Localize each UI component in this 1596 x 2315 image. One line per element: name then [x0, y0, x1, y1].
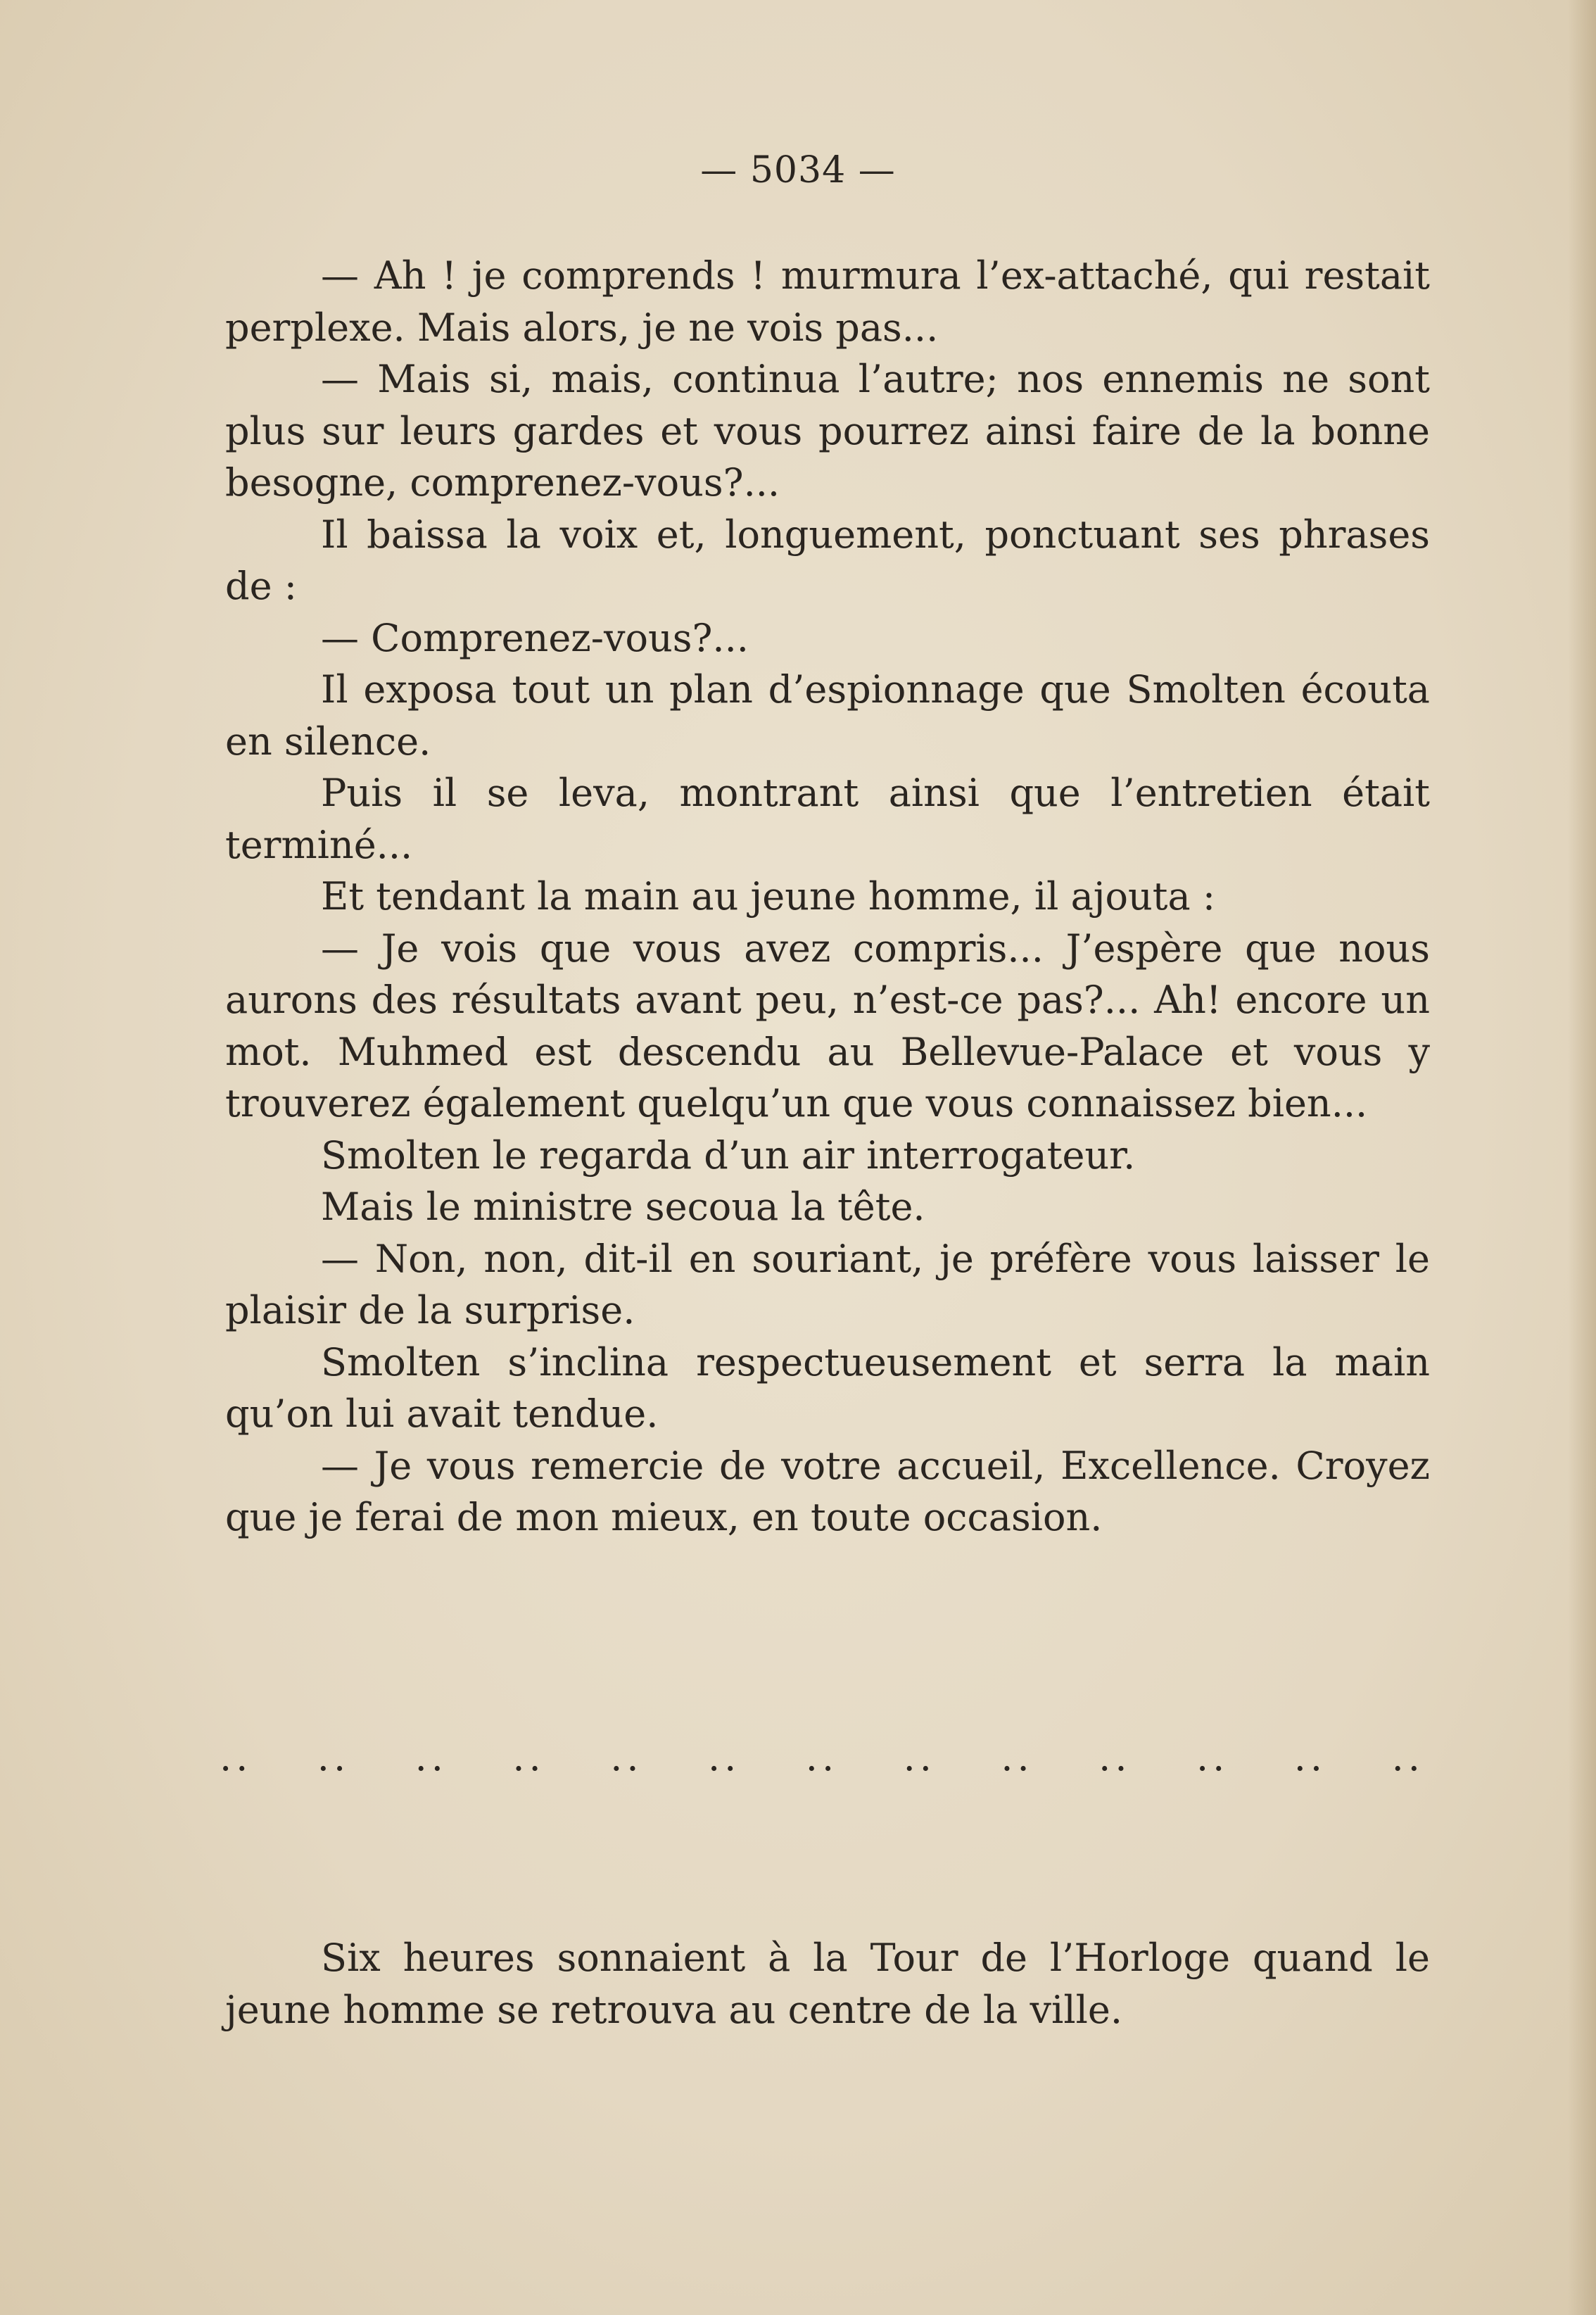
paragraph: — Comprenez-vous?... — [321, 615, 749, 660]
separator-dots: .. — [805, 1735, 839, 1779]
separator-dots: .. — [1196, 1735, 1229, 1779]
paragraph: — Mais si, mais, continua l’autre; nos ennemis ne sont plus sur leurs gardes et vous pourrez ainsi faire de la bonne besogne, comprenez-vous?... — [225, 357, 1430, 505]
paragraph: — Je vois que vous avez compris... J’espère que nous aurons des résultats avant peu, n’est-ce pas?... Ah! encore un mot. Muhmed est descendu au Bellevue-Palace et vous y trouverez également quelqu’un que vous connaissez bien... — [225, 926, 1430, 1125]
separator-dots: .. — [220, 1735, 253, 1779]
separator-dots: .. — [707, 1735, 741, 1779]
paragraph: Smolten le regarda d’un air interrogateur. — [321, 1133, 1136, 1178]
paragraph: Smolten s’inclina respectueusement et serra la main qu’on lui avait tendue. — [225, 1339, 1430, 1436]
separator-dots: .. — [610, 1735, 643, 1779]
separator-dots: .. — [414, 1735, 448, 1779]
paragraph: — Non, non, dit-il en souriant, je préfère vous laisser le plaisir de la surprise. — [225, 1236, 1430, 1332]
separator-dots: .. — [1391, 1735, 1424, 1779]
paragraph: Puis il se leva, montrant ainsi que l’entretien était terminé... — [225, 771, 1430, 867]
paragraph: — Je vous remercie de votre accueil, Excellence. Croyez que je ferai de mon mieux, en toute occasion. — [225, 1443, 1430, 1539]
separator-dots: .. — [903, 1735, 936, 1779]
separator-dots: .. — [1293, 1735, 1327, 1779]
separator-dots: .. — [317, 1735, 350, 1779]
section-separator — [220, 1735, 1424, 1779]
separator-dots: .. — [1098, 1735, 1132, 1779]
paragraph: Et tendant la main au jeune homme, il ajouta : — [321, 874, 1216, 919]
separator-dots: .. — [512, 1735, 545, 1779]
paragraph: Il baissa la voix et, longuement, ponctuant ses phrases de : — [225, 512, 1430, 608]
closing-text — [225, 1932, 1430, 2036]
paragraph: — Ah ! je comprends ! murmura l’ex-attaché, qui restait perplexe. Mais alors, je ne vois pas... — [225, 253, 1430, 350]
paragraph: Il exposa tout un plan d’espionnage que Smolten écouta en silence. — [225, 667, 1430, 764]
main-text — [225, 250, 1430, 1544]
page-number: — 5034 — — [700, 149, 896, 191]
separator-dots: .. — [1001, 1735, 1034, 1779]
page-edge-shadow — [1568, 0, 1596, 2315]
paragraph: Six heures sonnaient à la Tour de l’Horloge quand le jeune homme se retrouva au centre de la ville. — [225, 1936, 1430, 2032]
paragraph: Mais le ministre secoua la tête. — [321, 1185, 925, 1229]
